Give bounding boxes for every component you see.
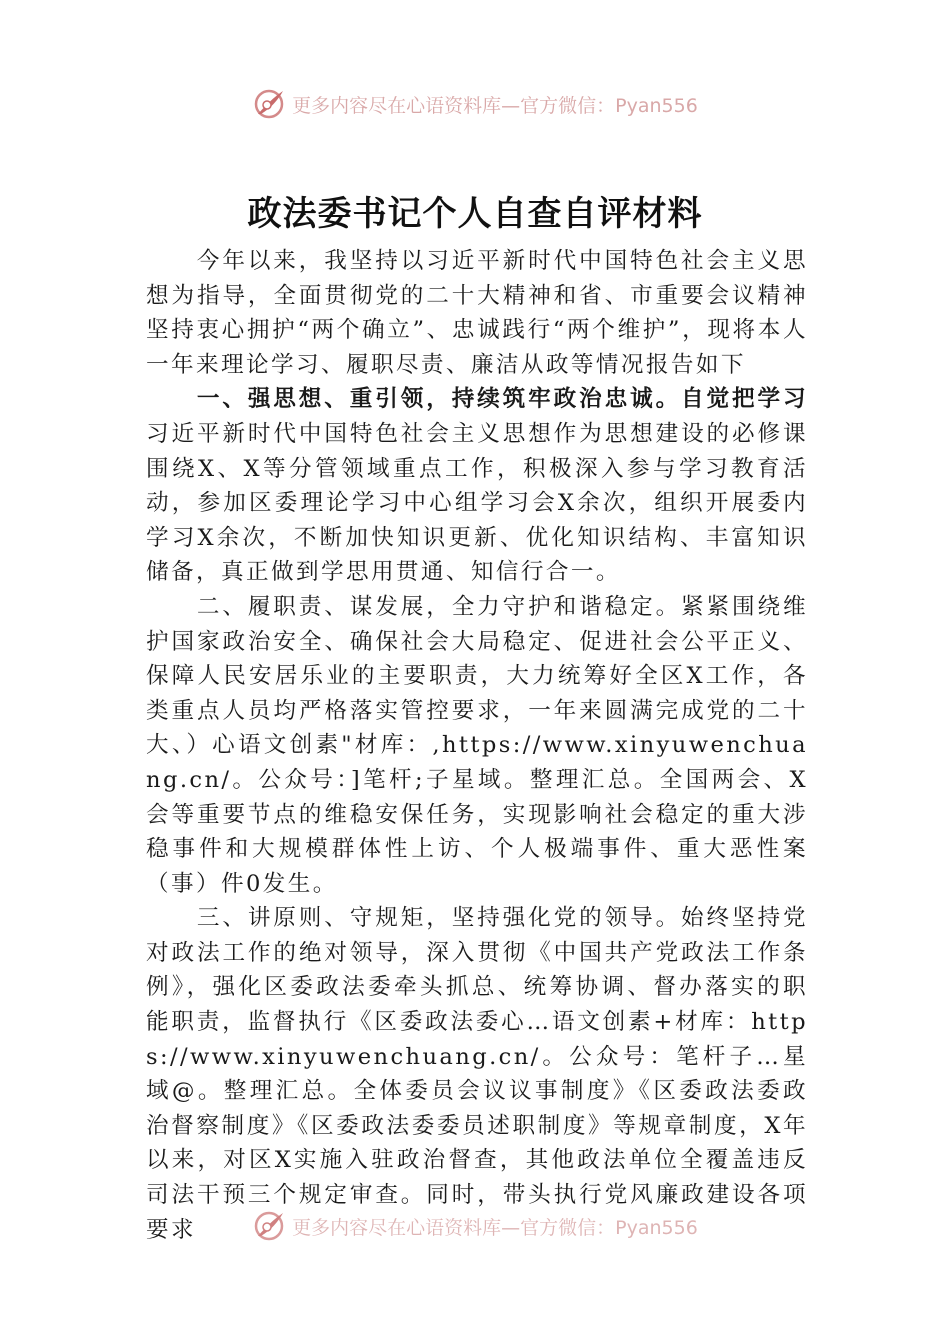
paragraph-text: 三、讲原则、守规矩，坚持强化党的领导。始终坚持党对政法工作的绝对领导，深入贯彻《中国共产党政法工作条例》，强化区委政法委牵头抓总、统筹协调、督办落实的职能职责，监督执行《区委政法委心…语文创素+材库：https://www.xinyuwenchuang.cn/。公众号：笔杆子…星域@。整理汇总。全体委员会议议事制度》《区委政法委政治督察制度》《区委政法委委员述职制度》等规章制度，X年以来，对区X实施入驻政治督查，其他政法单位全覆盖违反司法干预三个规定审查。同时，带头执行党风廉政建设各项要求 [146, 905, 808, 1243]
paragraph-text: 今年以来，我坚持以习近平新时代中国特色社会主义思想为指导，全面贯彻党的二十大精神和省、市重要会议精神坚持衷心拥护“两个确立”、忠诚践行“两个维护”，现将本人一年来理论学习、履职尽责、廉洁从政等情况报告如下 [146, 248, 808, 378]
paragraph-text: 二、履职责、谋发展，全力守护和谐稳定。紧紧围绕维护国家政治安全、确保社会大局稳定、促进社会公平正义、保障人民安居乐业的主要职责，大力统筹好全区X工作，各类重点人员均严格落实管控要求，一年来圆满完成党的二十大、）心语文创素"材库：,https://www.xinyuwenchuang.cn/。公众号：]笔杆;子星域。整理汇总。全国两会、X会等重要节点的维稳安保任务，实现影响社会稳定的重大涉稳事件和大规模群体性上访、个人极端事件、重大恶性案（事）件0发生。 [146, 593, 808, 897]
document-title: 政法委书记个人自查自评材料 [247, 194, 703, 234]
quill-seal-icon [252, 87, 286, 121]
watermark-text: 更多内容尽在心语资料库—官方微信：Pyan556 [292, 94, 698, 117]
footer-watermark [0, 1208, 950, 1244]
paragraph-intro [146, 244, 808, 382]
paragraph-section-1 [146, 382, 808, 590]
paragraph-section-3 [146, 901, 808, 1247]
quill-seal-icon [252, 1209, 286, 1243]
paragraph-section-2 [146, 590, 808, 901]
paragraph-text: 习近平新时代中国特色社会主义思想作为思想建设的必修课围绕X、X等分管领域重点工作，积极深入参与学习教育活动，参加区委理论学习中心组学习会X余次，组织开展委内学习X余次，不断加快知识更新、优化知识结构、丰富知识储备，真正做到学思用贯通、知信行合一。 [146, 420, 808, 586]
header-watermark [0, 86, 950, 122]
watermark-text: 更多内容尽在心语资料库—官方微信：Pyan556 [292, 1216, 698, 1239]
paragraph-lead: 一、强思想、重引领，持续筑牢政治忠诚。自觉把学习 [196, 386, 808, 413]
